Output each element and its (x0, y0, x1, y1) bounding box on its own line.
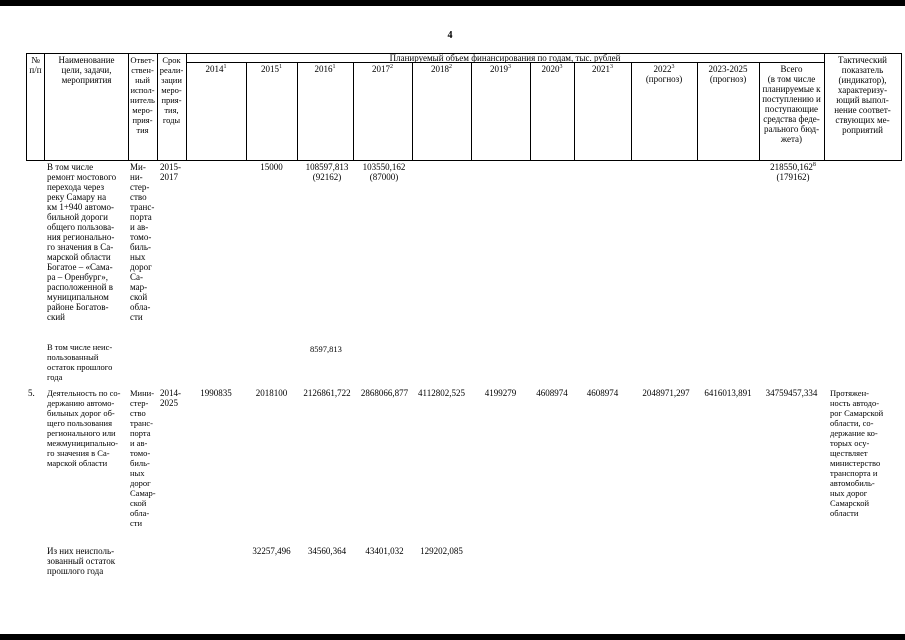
row2-name: В том числе неис- пользованный остаток прошлого года (47, 342, 113, 382)
row5-y2021: 4608974 (586, 388, 619, 398)
row1-y2017: 103550,162 (87000) (362, 162, 406, 182)
row5-y2020: 4608974 (536, 388, 568, 398)
header-term: Срок реали- зации меро- прия- тия, годы (159, 55, 184, 125)
header-year-2023-2025: 2023-2025 (прогноз) (708, 64, 748, 84)
row5-y2017: 2868066,877 (360, 388, 409, 398)
header-year-2022: 2022$^3$ (прогноз) (645, 64, 683, 84)
row6-name: Из них неисполь- зованный остаток прошлого года (47, 546, 116, 576)
row6-y2015: 32257,496 (252, 546, 291, 556)
row5-term: 2014- 2025 (160, 388, 181, 408)
top-border-bar (0, 0, 905, 6)
page-number: 4 (447, 30, 453, 41)
row5-y2019: 4199279 (484, 388, 517, 398)
row5-y2016: 2126861,722 (303, 388, 351, 398)
row1-total: 218550,162$^8$ (179162) (770, 162, 816, 182)
header-year-2016: 2016$^1$ (314, 64, 336, 74)
row5-y2022: 2048971,297 (642, 388, 690, 398)
row5-total: 34759457,334 (765, 388, 818, 398)
bottom-border-bar (0, 634, 905, 640)
col-border-right (901, 53, 902, 161)
row1-y2015: 15000 (260, 162, 283, 172)
row5-indicator: Протяжен- ность автодо- рог Самарской области, со- держание ко- торых осу- ществляет министерство транспорта и автомобиль- ных дорог Самарской области (830, 388, 884, 518)
header-year-2015: 2015$^1$ (261, 64, 282, 74)
row5-responsible: Мини- стер- ство транс- порта и ав- томо- биль- ных дорог Самар- ской обла- сти (130, 388, 156, 528)
row5-y2015: 2018100 (255, 388, 288, 398)
row1-term: 2015- 2017 (160, 162, 181, 182)
row5-name: Деятельность по со- держанию автомо- бильных дорог об- щего пользования регионального или межмуниципально- го значения в Са- марской области (47, 388, 121, 468)
row6-y2018: 129202,085 (420, 546, 463, 556)
col-border-y2016 (353, 62, 354, 161)
header-funding: Планируемый объем финансирования по годам, тыс. рублей (389, 53, 621, 63)
header-year-2019: 2019$^3$ (490, 64, 511, 74)
header-year-2018: 2018$^2$ (431, 64, 452, 74)
col-border-y2019 (530, 62, 531, 161)
header-year-2020: 2020$^3$ (541, 64, 563, 74)
col-border-y2020 (574, 62, 575, 161)
header-responsible: Ответ- ствен- ный испол- нитель меро- прия- тия (130, 55, 155, 135)
col-border-y2014 (246, 62, 247, 161)
header-num: № п/п (29, 55, 42, 75)
row1-y2016: 108597,813 (92162) (305, 162, 349, 182)
header-year-2014: 2014$^1$ (205, 64, 227, 74)
header-total: Всего (в том числе планируемые к поступлению и поступающие средства феде- рального бюд- жета) (762, 64, 821, 144)
row6-y2016: 34560,364 (307, 546, 347, 556)
header-indicator: Тактический показатель (индикатор), характеризу- ющий выпол- нение соответ- ствующих ме- роприятий (834, 55, 891, 135)
col-border-y2015 (297, 62, 298, 161)
row5-num: 5. (28, 388, 35, 398)
row5-y2018: 4112802,525 (418, 388, 465, 398)
col-border-y2017 (412, 62, 413, 161)
row5-y2014: 1990835 (200, 388, 232, 398)
row6-y2017: 43401,032 (365, 546, 404, 556)
header-year-2021: 2021$^3$ (592, 64, 613, 74)
row1-responsible: Ми- ни- стер- ство транс- порта и ав- томо- биль- ных дорог Са- мар- ской обла- сти (130, 162, 155, 322)
row2-y2016: 8597,813 (310, 344, 342, 354)
header-year-2017: 2017$^2$ (372, 64, 393, 74)
col-border-y2018 (471, 62, 472, 161)
row5-y2023-2025: 6416013,891 (704, 388, 752, 398)
header-name: Наименование цели, задачи, мероприятия (58, 55, 115, 85)
row1-name: В том числе ремонт мостового перехода через реку Самару на км 1+940 автомо- бильной дороги общего пользова- ния регионально- го значения в Са- марской области Богатое – «Сама- ра – Оренбург», расположенной в муниципальном районе Богатов- ский (47, 162, 117, 322)
